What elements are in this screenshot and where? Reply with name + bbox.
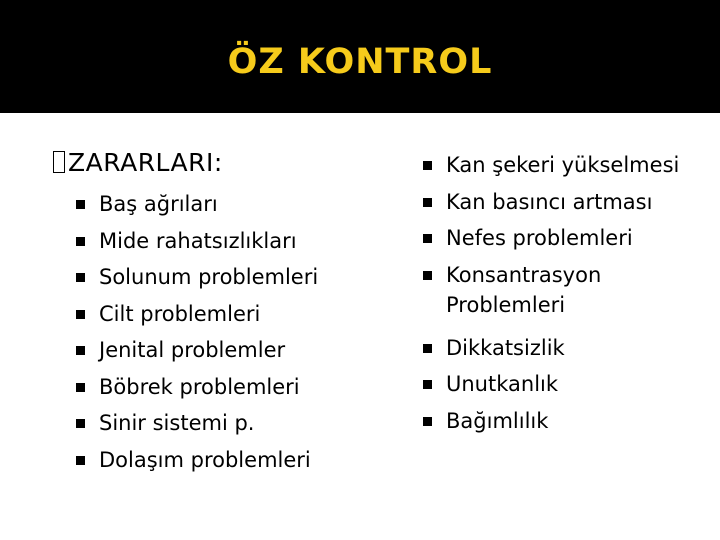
missing-glyph-box-icon (53, 151, 65, 173)
list-item (76, 408, 318, 445)
list-item-label: Jenital problemler (99, 338, 286, 362)
list-item-label: Solunum problemleri (99, 265, 319, 289)
square-bullet-icon (423, 344, 432, 353)
square-bullet-icon (76, 419, 85, 428)
list-item (423, 333, 679, 370)
list-item (76, 335, 318, 372)
section-heading-label: ZARARLARI: (68, 147, 223, 177)
square-bullet-icon (423, 417, 432, 426)
list-item (423, 150, 679, 187)
left-bullet-list (76, 189, 318, 481)
square-bullet-icon (423, 198, 432, 207)
list-item-label: Baş ağrıları (99, 192, 218, 216)
square-bullet-icon (76, 383, 85, 392)
square-bullet-icon (423, 161, 432, 170)
list-item (76, 445, 318, 482)
list-item-label: Sinir sistemi p. (99, 411, 255, 435)
list-item-label: Böbrek problemleri (99, 374, 300, 399)
list-item (76, 299, 318, 336)
square-bullet-icon (423, 234, 432, 243)
list-item-label: Kan basıncı artması (446, 189, 653, 214)
square-bullet-icon (76, 200, 85, 209)
slide-title: ÖZ KONTROL (227, 42, 493, 82)
square-bullet-icon (76, 273, 85, 282)
square-bullet-icon (423, 271, 432, 280)
list-item-label: Nefes problemleri (446, 226, 633, 250)
list-item-label: Dikkatsizlik (446, 335, 565, 360)
list-item (423, 187, 679, 224)
list-item-label-line-2: Problemleri (446, 292, 566, 317)
list-item-label: Bağımlılık (446, 408, 549, 433)
list-item-label: Kan şekeri yükselmesi (446, 153, 680, 177)
square-bullet-icon (76, 346, 85, 355)
list-item-label: Mide rahatsızlıkları (99, 228, 297, 253)
square-bullet-icon (76, 237, 85, 246)
square-bullet-icon (76, 456, 85, 465)
list-item (423, 369, 679, 406)
list-item (76, 372, 318, 409)
list-item (423, 406, 679, 443)
square-bullet-icon (76, 310, 85, 319)
list-item-label: Cilt problemleri (99, 301, 261, 326)
list-item (76, 226, 318, 263)
section-heading (53, 144, 223, 180)
list-item (76, 189, 318, 226)
list-item (423, 260, 679, 333)
list-item-label: Unutkanlık (446, 372, 559, 396)
list-item (423, 223, 679, 260)
list-item (76, 262, 318, 299)
list-item-label: Dolaşım problemleri (99, 447, 311, 472)
list-item-label-line-1: Konsantrasyon (446, 262, 602, 287)
square-bullet-icon (423, 380, 432, 389)
list-item-label (446, 260, 601, 320)
right-bullet-list (423, 150, 679, 442)
